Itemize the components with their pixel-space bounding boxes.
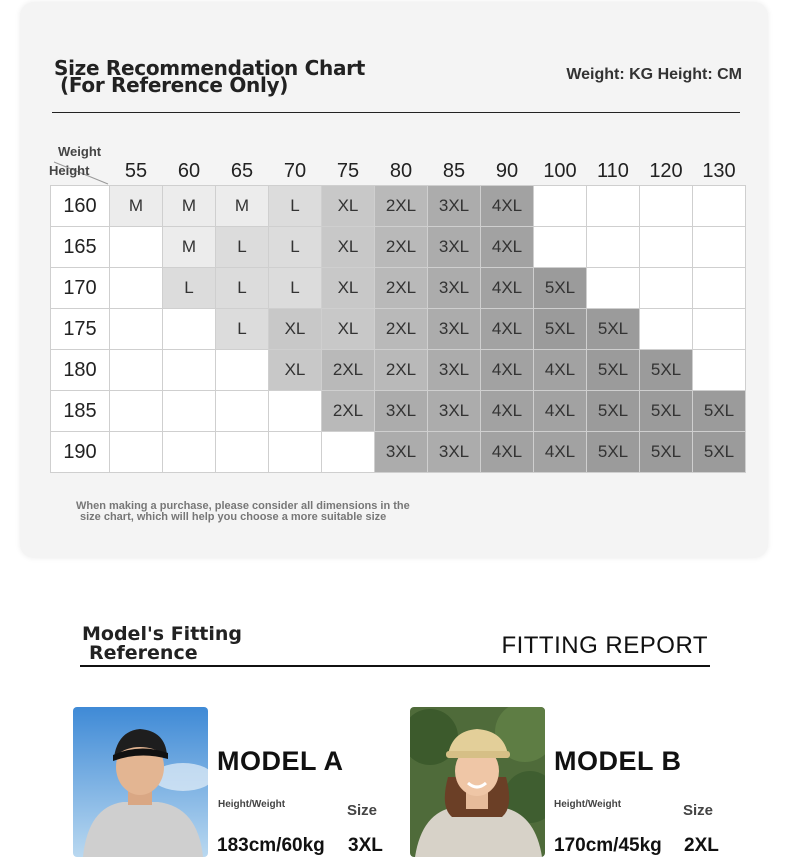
model-a-size-value: 3XL [348,835,383,856]
size-cell: 5XL [640,350,693,391]
size-cell [587,186,640,227]
height-cell: 160 [51,186,110,227]
size-cell: 2XL [375,186,428,227]
size-cell [534,186,587,227]
fitting-title-line2: Reference [89,642,198,664]
size-cell: 4XL [534,432,587,473]
size-cell [269,391,322,432]
size-cell [693,227,746,268]
corner-height-label: Height [49,163,90,178]
size-cell: XL [322,186,375,227]
table-row [51,309,746,350]
size-cell [110,309,163,350]
size-cell: L [216,268,269,309]
fitting-title [82,625,242,663]
size-cell: XL [322,309,375,350]
fitting-divider [80,665,710,667]
weight-header-cell: 55 [124,160,148,182]
size-cell: 3XL [428,350,481,391]
size-cell: 4XL [534,350,587,391]
size-cell: 4XL [481,227,534,268]
height-cell: 170 [51,268,110,309]
size-cell: 3XL [428,432,481,473]
size-cell: 5XL [534,268,587,309]
size-cell [640,227,693,268]
size-cell: 5XL [534,309,587,350]
model-b-name: MODEL B [554,746,682,776]
size-cell: 5XL [587,309,640,350]
height-cell: 180 [51,350,110,391]
size-cell: 4XL [534,391,587,432]
chart-title-line1: Size Recommendation Chart [54,56,365,80]
height-cell: 190 [51,432,110,473]
size-cell: 2XL [322,350,375,391]
title-divider [52,112,740,113]
size-cell [163,432,216,473]
weight-header-cell: 100 [543,160,577,182]
corner-weight-label: Weight [58,144,102,159]
weight-header-cell: 65 [230,160,254,182]
size-cell: L [163,268,216,309]
model-a-size-label: Size [347,802,378,819]
size-cell: L [216,227,269,268]
size-cell: 5XL [587,432,640,473]
weight-header-cell: 70 [283,160,307,182]
size-cell: 3XL [428,268,481,309]
size-cell: 3XL [428,391,481,432]
weight-header-cell: 130 [702,160,736,182]
size-cell: 4XL [481,186,534,227]
model-b-size-label: Size [683,802,714,819]
height-cell: 165 [51,227,110,268]
chart-title [54,56,365,97]
size-cell: 4XL [481,391,534,432]
note-line1: When making a purchase, please consider all dimensions in the [76,500,410,512]
weight-header-cell: 80 [389,160,413,182]
size-cell: XL [269,350,322,391]
size-cell [322,432,375,473]
size-cell: 4XL [481,268,534,309]
size-cell: 5XL [693,432,746,473]
chart-title-line2: (For Reference Only) [60,73,289,97]
size-cell: M [216,186,269,227]
size-cell: 3XL [428,186,481,227]
table-row [51,268,746,309]
height-cell: 175 [51,309,110,350]
model-b-hw-value: 170cm/45kg [554,835,662,856]
size-cell: 2XL [322,391,375,432]
size-cell: 3XL [375,391,428,432]
size-cell [587,227,640,268]
size-cell: 4XL [481,432,534,473]
size-cell: L [269,186,322,227]
size-cell [693,268,746,309]
size-cell [693,186,746,227]
size-cell: 2XL [375,309,428,350]
size-cell [163,350,216,391]
size-cell: 3XL [428,227,481,268]
size-cell [110,268,163,309]
size-cell [216,432,269,473]
size-cell: L [216,309,269,350]
size-cell [587,268,640,309]
size-cell: XL [322,227,375,268]
size-cell: L [269,268,322,309]
size-cell: M [163,227,216,268]
fitting-title-line1: Model's Fitting [82,623,242,645]
size-cell [640,268,693,309]
size-cell [216,391,269,432]
units-label: Weight: KG Height: CM [566,66,742,83]
weight-header-cell: 120 [649,160,683,182]
model-b-photo [410,707,545,857]
size-cell: 5XL [693,391,746,432]
size-cell: XL [322,268,375,309]
table-row [51,227,746,268]
size-cell: 5XL [587,350,640,391]
weight-header-cell: 85 [442,160,466,182]
table-row [51,391,746,432]
size-cell [693,309,746,350]
size-cell: 3XL [375,432,428,473]
table-row [51,186,746,227]
model-b-size-value: 2XL [684,835,719,856]
model-a-photo [73,707,208,857]
size-cell [640,186,693,227]
weight-header-cell: 90 [495,160,519,182]
table-row [51,350,746,391]
model-a-hw-label: Height/Weight [218,799,286,810]
size-table [50,185,746,473]
size-cell: 2XL [375,227,428,268]
size-cell [269,432,322,473]
purchase-note [76,501,410,523]
height-cell: 185 [51,391,110,432]
note-line2: size chart, which will help you choose a more suitable size [80,511,387,523]
size-cell: 5XL [640,391,693,432]
fitting-report-label: FITTING REPORT [501,632,708,659]
size-cell: M [110,186,163,227]
size-cell [640,309,693,350]
size-cell [216,350,269,391]
size-cell [693,350,746,391]
size-cell: M [163,186,216,227]
size-cell: 3XL [428,309,481,350]
size-cell [534,227,587,268]
size-cell: L [269,227,322,268]
size-cell [163,391,216,432]
model-a-hw-value: 183cm/60kg [217,835,325,856]
table-row [51,432,746,473]
size-cell [163,309,216,350]
size-cell: 4XL [481,309,534,350]
size-cell: XL [269,309,322,350]
model-b-hw-label: Height/Weight [554,799,622,810]
size-cell [110,391,163,432]
size-cell: 2XL [375,268,428,309]
size-cell: 5XL [587,391,640,432]
weight-header-cell: 110 [597,160,629,182]
size-cell [110,432,163,473]
size-cell: 4XL [481,350,534,391]
size-cell [110,227,163,268]
weight-header-cell: 75 [336,160,360,182]
weight-header-cell: 60 [177,160,201,182]
size-cell [110,350,163,391]
model-a-name: MODEL A [217,746,344,776]
size-cell: 2XL [375,350,428,391]
size-cell: 5XL [640,432,693,473]
